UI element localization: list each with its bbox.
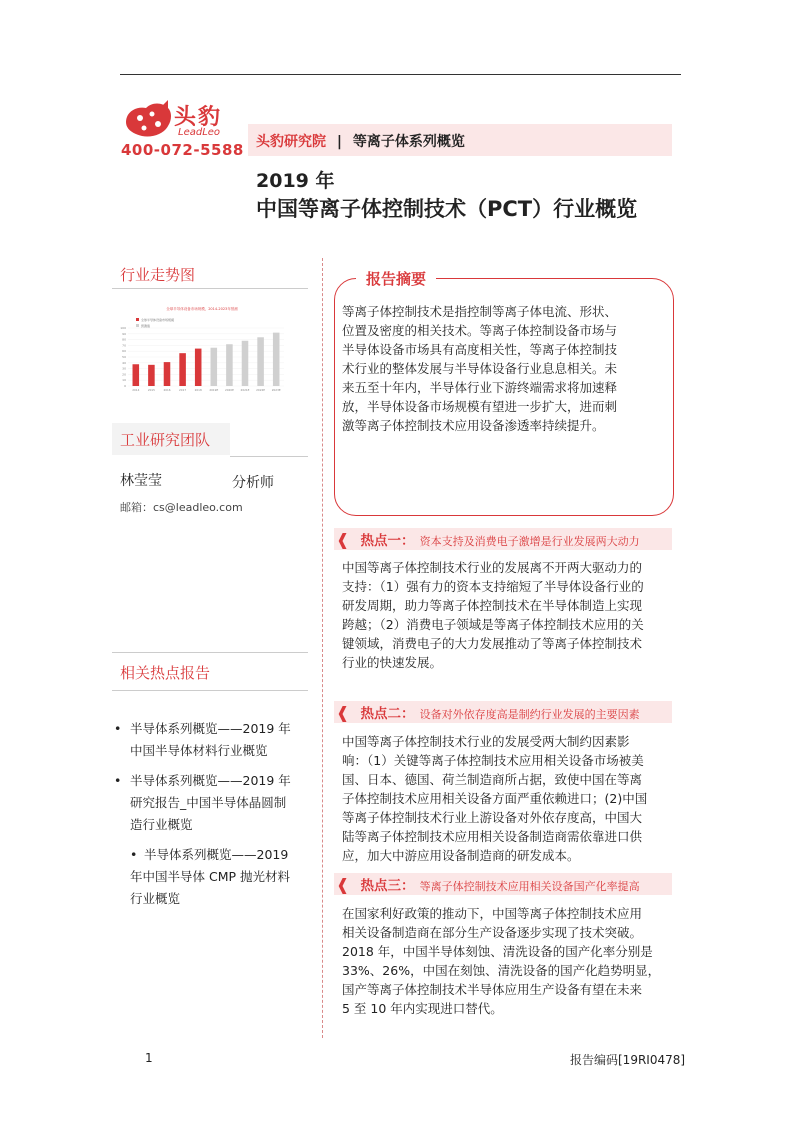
analyst-name: 林莹莹 xyxy=(120,473,162,489)
related-top-rule xyxy=(112,652,308,653)
legend-swatch-actual xyxy=(136,318,139,321)
hotspot-2-header xyxy=(336,702,640,722)
chart-bar xyxy=(226,344,233,386)
summary-line: 等离子体控制技术是指控制等离子体电流、形状、 xyxy=(342,304,618,319)
hotspot-3-line: 33%、26%，中国在刻蚀、清洗设备的国产化趋势明显， xyxy=(342,963,661,978)
page-title: 中国等离子体控制技术（PCT）行业概览 xyxy=(256,197,638,221)
related-item-line: 年中国半导体 CMP 抛光材料 xyxy=(130,869,290,884)
chart-y-tick-label: 60 xyxy=(122,349,126,354)
summary-line: 激等离子体控制技术应用设备渗透率持续提升。 xyxy=(342,418,605,433)
chart-x-tick-label: 2015 xyxy=(147,388,155,392)
chart-bar xyxy=(133,364,140,386)
chart-x-tick-label: 2020E xyxy=(224,388,234,392)
hotspot-2-line: 应，加大中游应用设备制造商的研发成本。 xyxy=(342,848,580,863)
chart-bar xyxy=(148,365,155,386)
title-year: 2019 年 xyxy=(256,170,335,192)
chart-y-tick-label: 50 xyxy=(122,355,126,359)
chart-x-tick-label: 2014 xyxy=(132,388,140,392)
chart-y-tick-label: 40 xyxy=(122,360,126,365)
hotspot-2-line: 等离子体控制技术行业上游设备对外依存度高，中国大 xyxy=(342,810,643,825)
analyst-email[interactable]: 邮箱：cs@leadleo.com xyxy=(120,501,243,514)
summary-text xyxy=(342,302,672,435)
chart-x-tick-label: 2017 xyxy=(179,388,187,392)
related-item[interactable] xyxy=(112,718,312,762)
summary-tab: 报告摘要 xyxy=(356,268,436,289)
column-divider xyxy=(322,258,323,1038)
banner-separator: | xyxy=(336,134,342,150)
related-heading: 相关热点报告 xyxy=(120,664,211,682)
chart-bar xyxy=(164,362,171,386)
page-number: 1 xyxy=(145,1051,153,1065)
phone-number: 400-072-5588 xyxy=(121,141,244,159)
related-item-line: 中国半导体材料行业概览 xyxy=(130,743,268,758)
hotspot-1-line: 研发周期，助力等离子体控制技术在半导体制造上实现 xyxy=(342,598,643,613)
hotspot-2-line: 中国等离子体控制技术行业的发展受两大制约因素影 xyxy=(342,734,630,749)
related-item-line: 半导体系列概览——2019 xyxy=(144,847,289,862)
trend-heading-rule xyxy=(112,288,308,289)
related-item[interactable] xyxy=(112,844,312,910)
chart-x-labels xyxy=(132,388,281,392)
analyst-role: 分析师 xyxy=(232,475,274,491)
hotspot-3-text xyxy=(342,904,672,1018)
banner-org: 头豹研究院 xyxy=(256,134,326,150)
chart-bar xyxy=(242,341,249,386)
banner-series: 等离子体系列概览 xyxy=(352,134,465,150)
bullet-icon: • xyxy=(130,847,138,862)
hotspot-3-line: 5 至 10 年内实现进口替代。 xyxy=(342,1001,503,1016)
chart-y-tick-label: 10 xyxy=(122,378,126,383)
legend-label-forecast: 预测值 xyxy=(141,324,151,328)
leopard-logo-icon xyxy=(122,100,174,142)
hotspot-2-line: 国、日本、德国、荷兰制造商所占据，致使中国在等离 xyxy=(342,772,643,787)
hotspot-2-line: 陆等离子体控制技术应用相关设备制造商需依靠进口供 xyxy=(342,829,643,844)
hotspot-2-text xyxy=(342,732,672,865)
hotspot-3-line: 相关设备制造商在部分生产设备逐步实现了技术突破。 xyxy=(342,925,643,940)
chart-y-tick-label: 80 xyxy=(122,337,126,342)
summary-line: 位置及密度的相关技术。等离子体控制设备市场与 xyxy=(342,323,618,338)
hotspot-arrow-icon: ❰ xyxy=(336,703,350,722)
chart-y-tick-label: 20 xyxy=(122,372,126,377)
chart-bar xyxy=(273,333,280,386)
chart-bar xyxy=(257,337,264,386)
team-heading-rule xyxy=(230,456,308,457)
related-item-line: 造行业概览 xyxy=(130,817,193,832)
chart-y-tick-label: 70 xyxy=(122,343,126,348)
chart-y-tick-label: 0 xyxy=(124,384,126,388)
chart-bar xyxy=(195,349,202,386)
hotspot-3-line: 国产等离子体控制技术半导体应用生产设备有望在未来 xyxy=(342,982,643,997)
logo-text-cn: 头豹 xyxy=(174,105,223,130)
hotspot-1-line: 支持：（1）强有力的资本支持缩短了半导体设备行业的 xyxy=(342,579,644,594)
chart-title: 全球半导体设备市场规模，2014-2023年预测 xyxy=(166,307,238,311)
summary-line: 来五至十年内，半导体行业下游终端需求将加速释 xyxy=(342,380,618,395)
chart-x-tick-label: 2023E xyxy=(271,388,281,392)
banner-text xyxy=(256,131,465,151)
hotspot-arrow-icon: ❰ xyxy=(336,875,350,894)
hotspot-1-subtitle: 资本支持及消费电子激增是行业发展两大动力 xyxy=(419,535,640,548)
hotspot-2-line: 子体控制技术应用相关设备方面严重依赖进口；(2)中国 xyxy=(342,791,648,806)
related-item-line: 半导体系列概览——2019 年 xyxy=(130,773,291,788)
hotspot-1-header xyxy=(336,529,640,549)
hotspot-3-title: 热点三： xyxy=(360,878,415,894)
related-item[interactable] xyxy=(112,770,312,836)
hotspot-3-subtitle: 等离子体控制技术应用相关设备国产化率提高 xyxy=(419,880,640,893)
hotspot-2-title: 热点二： xyxy=(360,706,415,722)
chart-y-tick-label: 30 xyxy=(122,366,126,371)
trend-heading: 行业走势图 xyxy=(120,266,196,284)
logo-text-en: LeadLeo xyxy=(178,127,221,138)
hotspot-1-line: 跨越；（2）消费电子领域是等离子体控制技术应用的关 xyxy=(342,617,644,632)
trend-chart xyxy=(112,300,292,400)
hotspot-1-text xyxy=(342,558,672,672)
chart-y-tick-label: 90 xyxy=(122,331,126,336)
chart-x-tick-label: 2019E xyxy=(209,388,219,392)
related-list xyxy=(112,718,312,910)
hotspot-3-line: 2018 年，中国半导体刻蚀、清洗设备的国产化率分别是 xyxy=(342,944,653,959)
summary-line: 半导体设备市场具有高度相关性，等离子体控制技 xyxy=(342,342,618,357)
team-heading: 工业研究团队 xyxy=(120,431,211,449)
related-item-line: 研究报告_中国半导体晶圆制 xyxy=(130,795,287,810)
chart-bar xyxy=(179,353,186,386)
hotspot-2-line: 响：（1）关键等离子体控制技术应用相关设备市场被美 xyxy=(342,753,644,768)
chart-bars xyxy=(133,333,280,386)
summary-line: 放，半导体设备市场规模有望进一步扩大，进而刺 xyxy=(342,399,618,414)
summary-line: 术行业的整体发展与半导体设备行业息息相关。未 xyxy=(342,361,618,376)
bullet-icon: • xyxy=(114,721,122,736)
hotspot-arrow-icon: ❰ xyxy=(336,530,350,549)
legend-swatch-forecast xyxy=(136,324,139,327)
chart-y-tick-label: 100 xyxy=(120,326,126,330)
hotspot-2-subtitle: 设备对外依存度高是制约行业发展的主要因素 xyxy=(419,708,640,721)
related-item-line: 半导体系列概览——2019 年 xyxy=(130,721,291,736)
hotspot-1-title: 热点一： xyxy=(360,533,415,549)
chart-bar xyxy=(211,348,218,386)
chart-x-tick-label: 2016 xyxy=(163,388,171,392)
hotspot-1-line: 行业的快速发展。 xyxy=(342,655,443,670)
top-rule xyxy=(120,74,681,75)
chart-x-tick-label: 2021E xyxy=(240,388,250,392)
related-item-line: 行业概览 xyxy=(130,891,181,906)
legend-label-actual: 全球半导体设备市场规模 xyxy=(141,318,175,322)
chart-x-tick-label: 2022E xyxy=(256,388,266,392)
related-heading-rule xyxy=(112,690,308,691)
hotspot-3-line: 在国家利好政策的推动下，中国等离子体控制技术应用 xyxy=(342,906,643,921)
report-code: 报告编码[19RI0478] xyxy=(570,1053,686,1067)
hotspot-1-line: 中国等离子体控制技术行业的发展离不开两大驱动力的 xyxy=(342,560,643,575)
chart-x-tick-label: 2018 xyxy=(194,388,202,392)
hotspot-1-line: 键领域，消费电子的大力发展推动了等离子体控制技术 xyxy=(342,636,643,651)
chart-legend xyxy=(136,317,174,328)
bullet-icon: • xyxy=(114,773,122,788)
hotspot-3-header xyxy=(336,874,640,894)
